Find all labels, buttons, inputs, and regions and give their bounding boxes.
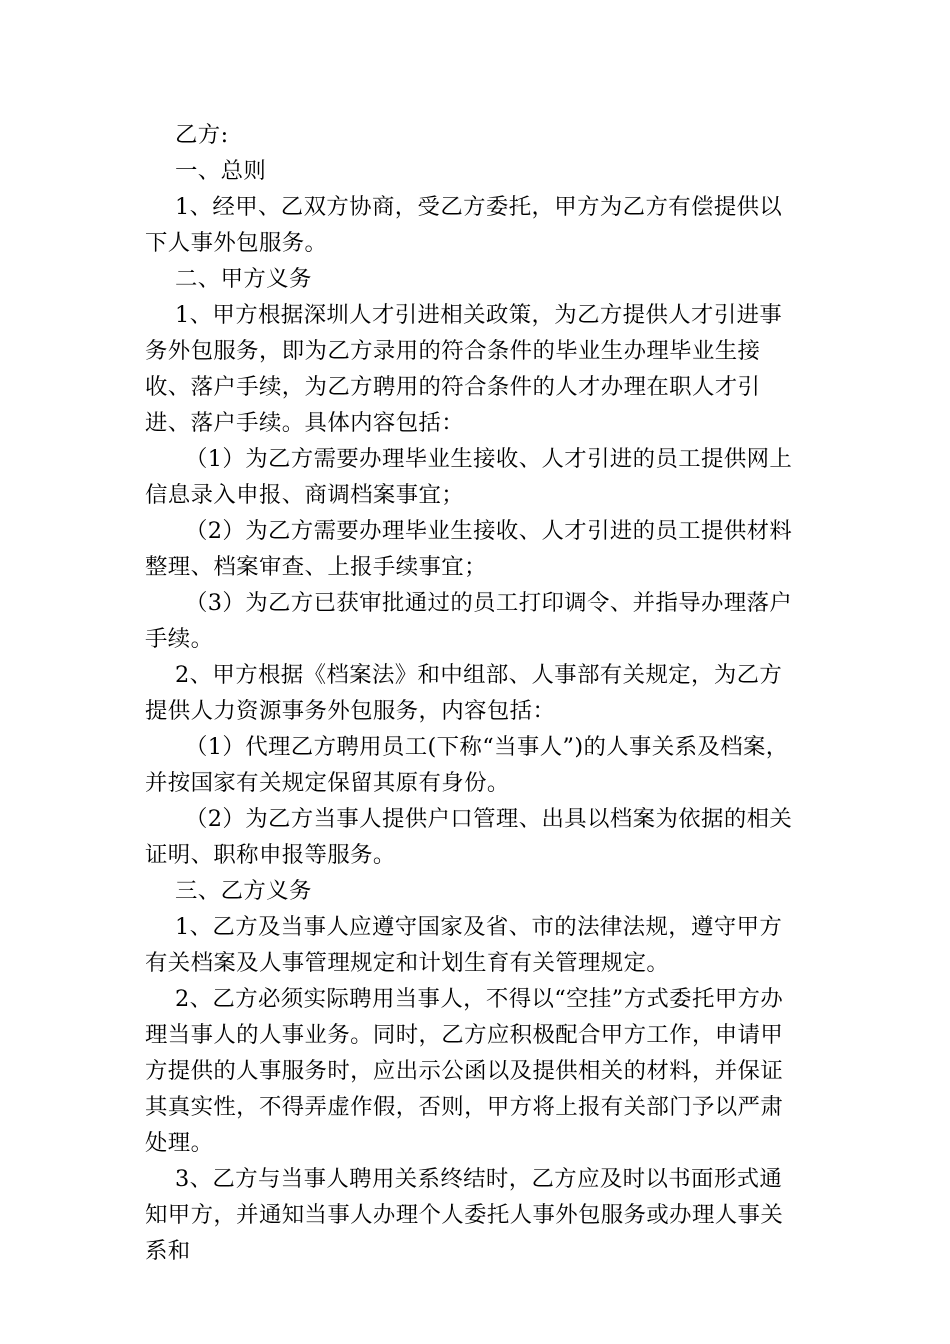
section-heading-party-b-duties: 三、乙方义务 bbox=[175, 878, 312, 904]
section-heading-general: 一、总则 bbox=[175, 158, 267, 184]
sub-item: （3）为乙方已获审批通过的员工打印调令、并指导办理落户手续。 bbox=[145, 590, 793, 652]
sub-item: （1）代理乙方聘用员工(下称“当事人”)的人事关系及档案，并按国家有关规定保留其原有身份。 bbox=[145, 734, 789, 796]
paragraph: 2、甲方根据《档案法》和中组部、人事部有关规定，为乙方提供人力资源事务外包服务，内容包括： bbox=[145, 662, 783, 724]
document-body bbox=[145, 117, 797, 1269]
paragraph: 1、乙方及当事人应遵守国家及省、市的法律法规，遵守甲方有关档案及人事管理规定和计划生育有关管理规定。 bbox=[145, 914, 783, 976]
paragraph: 2、乙方必须实际聘用当事人，不得以“空挂”方式委托甲方办理当事人的人事业务。同时，乙方应积极配合甲方工作，申请甲方提供的人事服务时，应出示公函以及提供相关的材料，并保证其真实性，不得弄虚作假，否则，甲方将上报有关部门予以严肃处理。 bbox=[145, 986, 784, 1156]
sub-item: （1）为乙方需要办理毕业生接收、人才引进的员工提供网上信息录入申报、商调档案事宜； bbox=[145, 446, 793, 508]
paragraph: 1、经甲、乙双方协商，受乙方委托，甲方为乙方有偿提供以下人事外包服务。 bbox=[145, 194, 783, 256]
paragraph: 3、乙方与当事人聘用关系终结时，乙方应及时以书面形式通知甲方，并通知当事人办理个人委托人事外包服务或办理人事关系和 bbox=[145, 1166, 784, 1264]
paragraph: 1、甲方根据深圳人才引进相关政策，为乙方提供人才引进事务外包服务，即为乙方录用的符合条件的毕业生办理毕业生接收、落户手续，为乙方聘用的符合条件的人才办理在职人才引进、落户手续。具体内容包括： bbox=[145, 302, 783, 436]
section-heading-party-a-duties: 二、甲方义务 bbox=[175, 266, 312, 292]
sub-item: （2）为乙方当事人提供户口管理、出具以档案为依据的相关证明、职称申报等服务。 bbox=[145, 806, 793, 868]
party-b-label: 乙方: bbox=[175, 122, 229, 148]
sub-item: （2）为乙方需要办理毕业生接收、人才引进的员工提供材料整理、档案审查、上报手续事宜； bbox=[145, 518, 793, 580]
